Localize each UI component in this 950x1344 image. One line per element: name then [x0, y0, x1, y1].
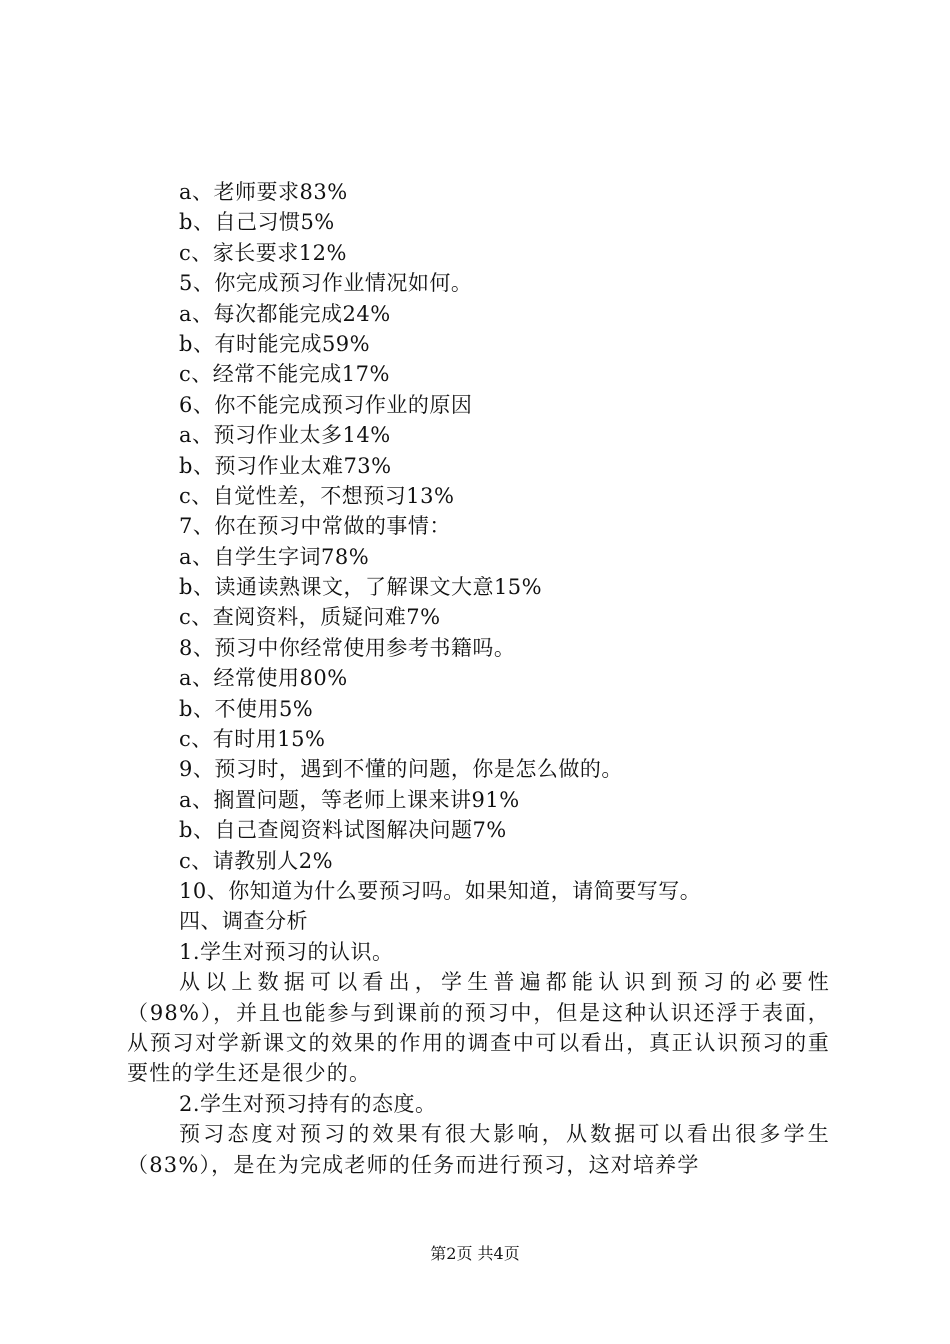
subsection-heading: 2.学生对预习持有的态度。 — [179, 1091, 437, 1116]
list-item: a、每次都能完成24% — [179, 301, 391, 326]
page-footer: 第2页 共4页 — [430, 1244, 520, 1263]
list-item: a、预习作业太多14% — [179, 423, 391, 448]
list-item: a、经常使用80% — [179, 666, 348, 691]
list-item: c、家长要求12% — [179, 240, 347, 265]
list-item: b、有时能完成59% — [179, 331, 371, 356]
list-item: c、有时用15% — [179, 727, 326, 752]
section-heading: 四、调查分析 — [179, 909, 308, 934]
list-item: b、读通读熟课文，了解课文大意15% — [179, 575, 543, 600]
survey-question: 7、你在预习中常做的事情： — [179, 514, 451, 539]
list-item: b、不使用5% — [179, 696, 314, 721]
document-body — [127, 177, 830, 1180]
subsection-heading: 1.学生对预习的认识。 — [179, 939, 394, 964]
survey-question: 10、你知道为什么要预习吗。如果知道，请简要写写。 — [179, 878, 702, 903]
analysis-paragraph: 从以上数据可以看出，学生普遍都能认识到预习的必要性（98%），并且也能参与到课前的预习中，但是这种认识还浮于表面，从预习对学新课文的效果的作用的调查中可以看出，真正认识预习的重要性的学生还是很少的。 — [127, 970, 830, 1086]
list-item: b、自己习惯5% — [179, 210, 335, 235]
list-item: b、预习作业太难73% — [179, 453, 392, 478]
survey-question: 9、预习时，遇到不懂的问题，你是怎么做的。 — [179, 757, 623, 782]
list-item: c、查阅资料，质疑问难7% — [179, 605, 441, 630]
list-item: c、自觉性差，不想预习13% — [179, 483, 455, 508]
list-item: c、请教别人2% — [179, 848, 334, 873]
survey-question: 5、你完成预习作业情况如何。 — [179, 271, 473, 296]
list-item: a、自学生字词78% — [179, 544, 370, 569]
analysis-paragraph: 预习态度对预习的效果有很大影响，从数据可以看出很多学生（83%），是在为完成老师的任务而进行预习，这对培养学 — [127, 1122, 830, 1177]
list-item: c、经常不能完成17% — [179, 362, 390, 387]
survey-question: 8、预习中你经常使用参考书籍吗。 — [179, 635, 516, 660]
list-item: b、自己查阅资料试图解决问题7% — [179, 818, 507, 843]
list-item: a、老师要求83% — [179, 180, 348, 204]
list-item: a、搁置问题，等老师上课来讲91% — [179, 787, 520, 812]
survey-question: 6、你不能完成预习作业的原因 — [179, 392, 473, 417]
